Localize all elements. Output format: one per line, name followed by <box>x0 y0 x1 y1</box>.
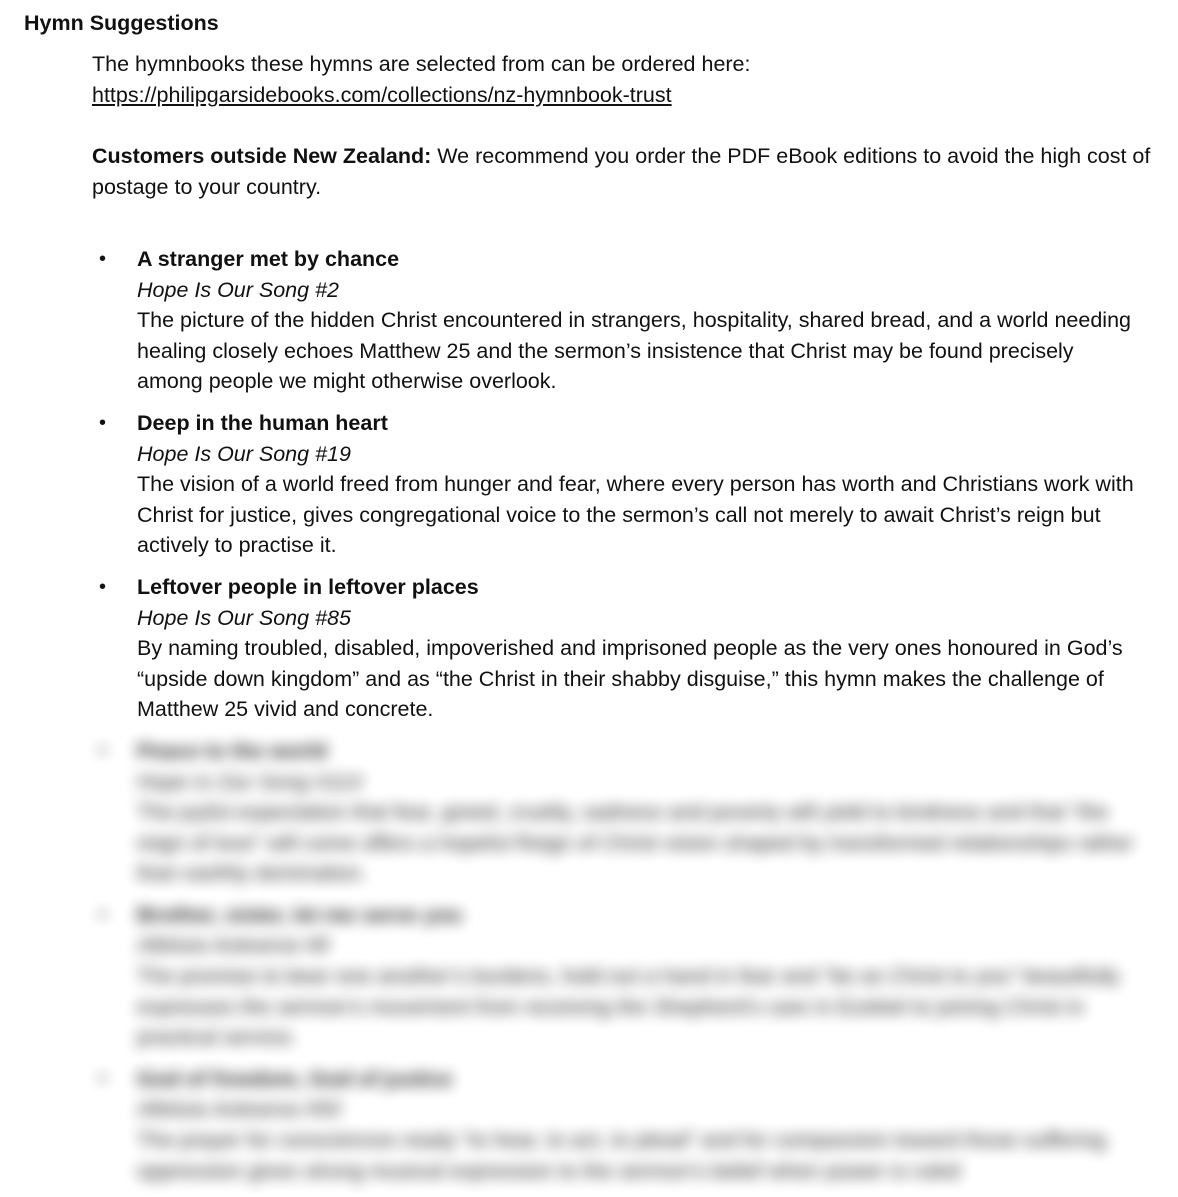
bullet-icon: • <box>99 248 107 270</box>
list-item-blurred <box>0 900 1178 1053</box>
document-title: Hymn Suggestions <box>24 11 219 35</box>
hymn-source: Alleluia Aotearoa #8 <box>137 933 329 958</box>
hymn-list <box>0 244 1178 1197</box>
hymn-title: Brother, sister, let me serve you <box>137 902 463 927</box>
hymn-source: Hope Is Our Song #85 <box>137 605 351 630</box>
bullet-icon: • <box>99 575 107 598</box>
list-item-blurred <box>0 736 1178 889</box>
hymn-title: God of freedom, God of justice <box>137 1066 453 1091</box>
list-item <box>0 408 1178 561</box>
ordering-text: The hymnbooks these hymns are selected from can be ordered here: <box>92 52 751 76</box>
bullet-icon: • <box>99 903 107 926</box>
ordering-info <box>92 49 1152 110</box>
international-notice <box>92 141 1152 202</box>
hymn-source: Alleluia Aotearoa #50 <box>137 1097 341 1122</box>
bullet-icon: • <box>99 411 107 434</box>
notice-label: Customers outside New Zealand: <box>92 144 432 168</box>
list-item <box>0 572 1178 725</box>
hymn-description: The picture of the hidden Christ encountered in strangers, hospitality, shared bread, and a world needing healing closely echoes Matthew 25 and the sermon’s insistence that Christ may be found precisely among people we might otherwise overlook. <box>137 308 1131 394</box>
hymn-title: Peace to the world <box>137 738 327 763</box>
hymn-source: Hope Is Our Song #2 <box>137 277 339 302</box>
hymn-description: The prayer for consciences ready “to hear, to act, to plead” and for compassion toward those suffering oppression gives strong musical expression to the sermon’s belief when power is ruled <box>137 1128 1106 1183</box>
list-item <box>0 244 1178 397</box>
hymn-title: Deep in the human heart <box>137 410 388 435</box>
hymn-title: A stranger met by chance <box>137 247 400 271</box>
hymn-source: Hope Is Our Song #19 <box>137 441 351 466</box>
hymn-description: By naming troubled, disabled, impoverished and imprisoned people as the very ones honoured in God’s “upside down kingdom” and as “the Christ in their shabby disguise,” this hymn makes the challenge of Matthew 25 vivid and concrete. <box>137 636 1123 722</box>
ordering-link[interactable]: https://philipgarsidebooks.com/collections/nz-hymnbook-trust <box>92 82 672 107</box>
hymn-description: The vision of a world freed from hunger and fear, where every person has worth and Christians work with Christ for justice, gives congregational voice to the sermon’s call not merely to await Christ’s reign but actively to practise it. <box>137 472 1134 558</box>
list-item-blurred <box>0 1064 1178 1186</box>
bullet-icon: • <box>99 1067 107 1090</box>
notice-text: We recommend you order the PDF eBook editions to avoid the high cost of postage to your country. <box>92 144 1151 199</box>
hymn-description: The joyful expectation that fear, greed, cruelty, sadness and poverty will yield to kindness and that “the reign of love” will come offers a hopeful Reign of Christ vision shaped by transformed relationships rather than earthly domination. <box>137 800 1134 886</box>
hymn-source: Hope Is Our Song #114 <box>137 769 362 794</box>
hymn-description: The promise to bear one another’s burdens, hold out a hand in fear and “be as Christ to you” beautifully expresses the sermon’s movement from receiving the Shepherd’s care in Ezekiel to joining Christ in practical service. <box>137 964 1120 1050</box>
bullet-icon: • <box>99 739 107 762</box>
hymn-title: Leftover people in leftover places <box>137 574 479 599</box>
